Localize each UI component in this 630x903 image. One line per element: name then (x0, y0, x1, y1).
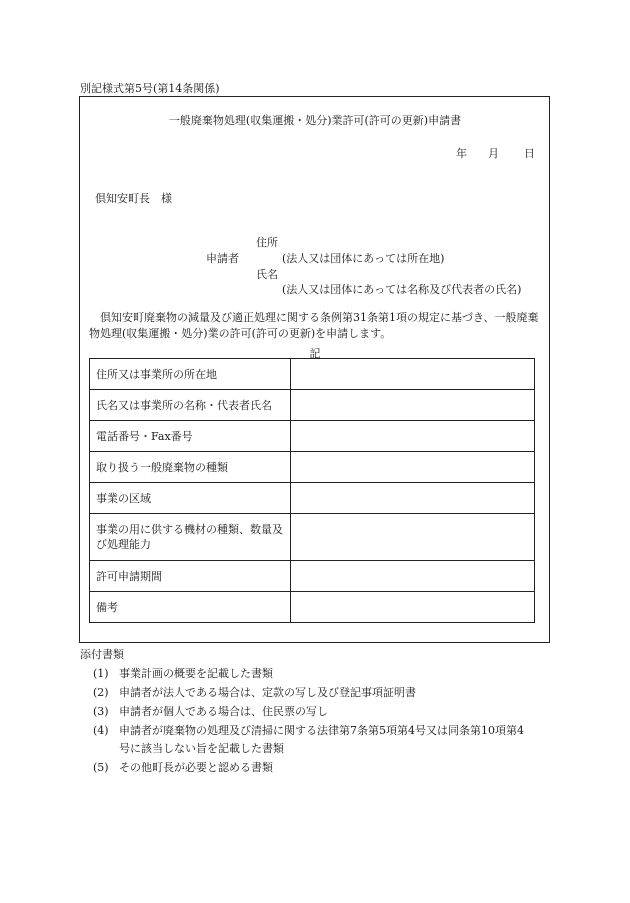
applicant-name-note: (法人又は団体にあっては名称及び代表者の氏名) (282, 283, 522, 296)
table-row (90, 421, 535, 452)
row-value-field[interactable] (291, 452, 535, 483)
row-value-field[interactable] (291, 514, 535, 561)
form-number-label: 別記様式第5号(第14条関係) (80, 82, 220, 95)
addressee: 倶知安町長 様 (95, 192, 172, 205)
attachment-text: 申請者が法人である場合は、定款の写し及び登記事項証明書 (119, 686, 416, 699)
row-label: 電話番号・Fax番号 (90, 421, 291, 452)
row-label: 氏名又は事業所の名称・代表者氏名 (90, 390, 291, 421)
applicant-name-label: 氏名 (256, 268, 278, 281)
applicant-label: 申請者 (206, 252, 239, 265)
attachment-number: (2) (93, 686, 109, 699)
table-row (90, 483, 535, 514)
attachment-item (93, 703, 328, 719)
attachment-text: 申請者が廃棄物の処理及び清掃に関する法律第7条第5項第4号又は同条第10項第4 (119, 724, 524, 737)
attachment-item (93, 759, 273, 775)
attachment-number: (3) (93, 705, 109, 718)
table-row (90, 359, 535, 390)
attachment-text-continued: 号に該当しない旨を記載した書類 (119, 742, 284, 755)
attachment-item (93, 684, 416, 700)
applicant-address-label: 住所 (256, 236, 278, 249)
row-label: 事業の用に供する機材の種類、数量及び処理能力 (90, 514, 291, 561)
table-row (90, 452, 535, 483)
row-value-field[interactable] (291, 359, 535, 390)
row-value-field[interactable] (291, 421, 535, 452)
document-title: 一般廃棄物処理(収集運搬・処分)業許可(許可の更新)申請書 (168, 114, 462, 127)
application-details-table (89, 358, 535, 623)
row-label: 取り扱う一般廃棄物の種類 (90, 452, 291, 483)
date-day-label: 日 (524, 147, 535, 160)
ki-heading: 記 (309, 347, 321, 360)
row-value-field[interactable] (291, 561, 535, 592)
attachment-number: (4) (93, 724, 109, 737)
row-label: 事業の区域 (90, 483, 291, 514)
attachment-text: その他町長が必要と認める書類 (119, 761, 273, 774)
attachment-number: (1) (93, 667, 109, 680)
row-label: 住所又は事業所の所在地 (90, 359, 291, 390)
row-label: 備考 (90, 592, 291, 623)
table-row (90, 561, 535, 592)
row-value-field[interactable] (291, 390, 535, 421)
attachment-number: (5) (93, 761, 109, 774)
row-label: 許可申請期間 (90, 561, 291, 592)
table-row (90, 592, 535, 623)
attachment-text: 事業計画の概要を記載した書類 (119, 667, 273, 680)
attachment-text: 申請者が個人である場合は、住民票の写し (119, 705, 328, 718)
table-row (90, 514, 535, 561)
date-month-label: 月 (488, 147, 499, 160)
table-row (90, 390, 535, 421)
application-statement: 倶知安町廃棄物の減量及び適正処理に関する条例第31条第1項の規定に基づき、一般廃棄物処理(収集運搬・処分)業の許可(許可の更新)を申請します。 (89, 311, 539, 340)
row-value-field[interactable] (291, 592, 535, 623)
date-year-label: 年 (456, 147, 467, 160)
attachment-item (93, 665, 273, 681)
applicant-address-note: (法人又は団体にあっては所在地) (282, 252, 445, 265)
attachments-title: 添付書類 (80, 648, 124, 661)
attachment-item (93, 722, 524, 738)
row-value-field[interactable] (291, 483, 535, 514)
